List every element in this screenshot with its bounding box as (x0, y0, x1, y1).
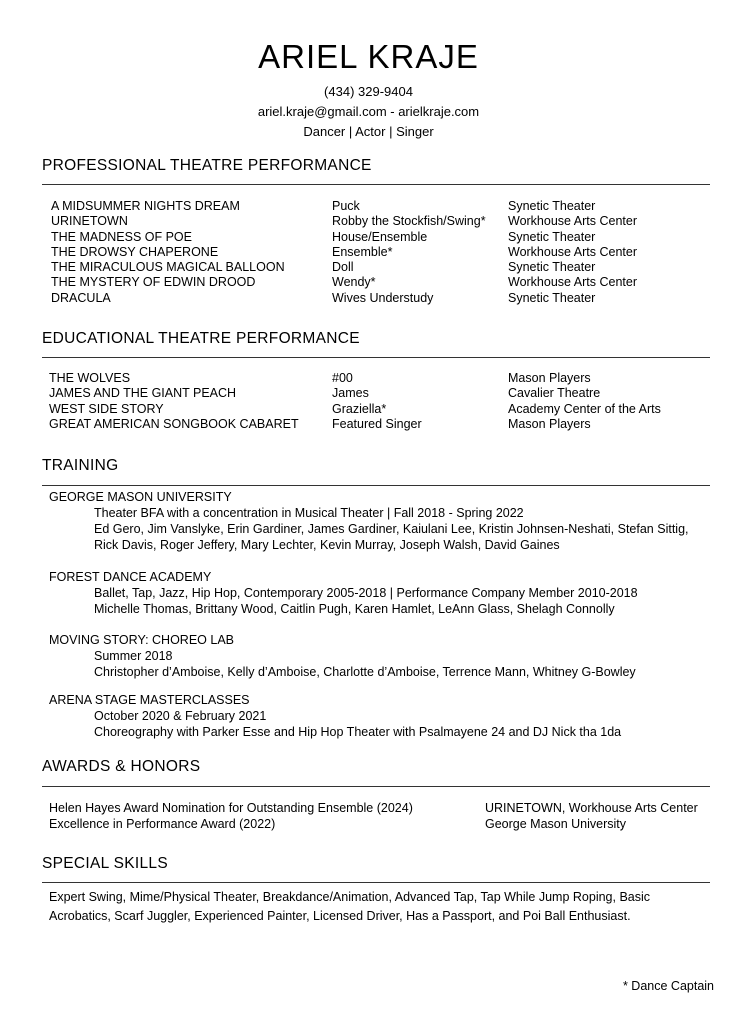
section-divider (42, 882, 710, 883)
training-item-gmu (49, 489, 717, 553)
credit-row (51, 230, 711, 245)
show-title: A MIDSUMMER NIGHTS DREAM (51, 199, 240, 213)
venue: Mason Players (508, 416, 591, 431)
credit-row (49, 371, 709, 386)
skills-line: Expert Swing, Mime/Physical Theater, Breakdance/Animation, Advanced Tap, Tap While Jump Roping, Basic (49, 890, 651, 904)
training-detail: Ballet, Tap, Jazz, Hip Hop, Contemporary 2005-2018 | Performance Company Member 2010-2018 (94, 586, 638, 600)
resume-name: ARIEL KRAJE (258, 38, 479, 75)
school-name: MOVING STORY: CHOREO LAB (49, 633, 234, 647)
show-title: WEST SIDE STORY (49, 401, 164, 416)
venue: Workhouse Arts Center (508, 244, 637, 259)
credit-row (51, 275, 711, 290)
role: Wendy* (332, 275, 376, 290)
venue: Academy Center of the Arts (508, 401, 661, 416)
show-title: URINETOWN (51, 214, 128, 229)
award-name: Excellence in Performance Award (2022) (49, 817, 276, 831)
credit-row (51, 199, 711, 214)
show-title: THE MADNESS OF POE (51, 229, 192, 244)
training-item-forest (49, 569, 717, 617)
training-instructors: Michelle Thomas, Brittany Wood, Caitlin Pugh, Karen Hamlet, LeAnn Glass, Shelagh Connolly (94, 602, 615, 616)
training-detail: Summer 2018 (94, 649, 173, 663)
training-instructors: Ed Gero, Jim Vanslyke, Erin Gardiner, James Gardiner, Kaiulani Lee, Kristin Johnsen-Neshati, Stefan Sittig, (94, 522, 689, 536)
educational-credits (49, 371, 709, 432)
professional-credits (51, 199, 711, 306)
award-row (49, 800, 717, 816)
award-detail: George Mason University (485, 817, 627, 831)
venue: Mason Players (508, 371, 591, 385)
school-name: FOREST DANCE ACADEMY (49, 570, 212, 584)
section-title-skills: SPECIAL SKILLS (42, 855, 168, 872)
venue: Workhouse Arts Center (508, 214, 637, 229)
phone-number: (434) 329-9404 (324, 84, 413, 99)
award-row (49, 816, 717, 832)
credit-row (51, 291, 711, 306)
dance-captain-footnote: * Dance Captain (622, 979, 714, 993)
skills-line: Acrobatics, Scarf Juggler, Experienced Painter, Licensed Driver, Has a Passport, and Poi Ball Enthusiast. (49, 908, 631, 923)
school-name: GEORGE MASON UNIVERSITY (49, 490, 232, 504)
contact-block (0, 82, 737, 142)
awards-list (49, 800, 717, 832)
credit-row (51, 214, 711, 229)
venue: Workhouse Arts Center (508, 275, 637, 290)
credit-row (49, 402, 709, 417)
role: #00 (332, 371, 353, 385)
venue: Synetic Theater (508, 229, 596, 244)
show-title: DRACULA (51, 290, 111, 305)
venue: Synetic Theater (508, 199, 596, 213)
venue: Cavalier Theatre (508, 386, 601, 401)
training-detail: October 2020 & February 2021 (94, 709, 267, 723)
role: James (332, 386, 369, 401)
training-item-choreo-lab (49, 632, 717, 680)
credit-row (49, 417, 709, 432)
section-divider (42, 184, 710, 185)
show-title: THE MYSTERY OF EDWIN DROOD (51, 275, 256, 290)
show-title: THE MIRACULOUS MAGICAL BALLOON (51, 260, 285, 275)
section-divider (42, 357, 710, 358)
venue: Synetic Theater (508, 260, 596, 275)
training-instructors: Rick Davis, Roger Jeffery, Mary Lechter, Kevin Murray, Joseph Walsh, David Gaines (94, 538, 560, 552)
role: Graziella* (332, 401, 387, 416)
role: Wives Understudy (332, 290, 434, 305)
role: Ensemble* (332, 244, 393, 259)
role: Featured Singer (332, 416, 422, 431)
venue: Synetic Theater (508, 290, 596, 305)
role: House/Ensemble (332, 229, 428, 244)
show-title: THE WOLVES (49, 371, 131, 385)
training-item-arena-stage (49, 692, 717, 740)
credit-row (51, 245, 711, 260)
section-divider (42, 786, 710, 787)
show-title: THE DROWSY CHAPERONE (51, 244, 219, 259)
role: Doll (332, 260, 354, 275)
award-name: Helen Hayes Award Nomination for Outstanding Ensemble (2024) (49, 801, 413, 815)
show-title: JAMES AND THE GIANT PEACH (49, 386, 237, 401)
credit-row (51, 260, 711, 275)
section-title-training: TRAINING (42, 457, 119, 474)
section-divider (42, 485, 710, 486)
school-name: ARENA STAGE MASTERCLASSES (49, 693, 250, 707)
section-title-educational: EDUCATIONAL THEATRE PERFORMANCE (42, 330, 360, 347)
role: Puck (332, 199, 360, 213)
email-website: ariel.kraje@gmail.com - arielkraje.com (257, 104, 480, 119)
role: Robby the Stockfish/Swing* (332, 214, 486, 229)
training-detail: Theater BFA with a concentration in Musical Theater | Fall 2018 - Spring 2022 (94, 506, 524, 520)
show-title: GREAT AMERICAN SONGBOOK CABARET (49, 416, 299, 431)
section-title-awards: AWARDS & HONORS (42, 758, 201, 775)
credit-row (49, 386, 709, 401)
award-detail: URINETOWN, Workhouse Arts Center (485, 801, 698, 815)
training-instructors: Christopher d’Amboise, Kelly d’Amboise, Charlotte d’Amboise, Terrence Mann, Whitney G-Bowley (94, 665, 636, 679)
training-instructors: Choreography with Parker Esse and Hip Hop Theater with Psalmayene 24 and DJ Nick tha 1da (94, 725, 622, 739)
roles-line: Dancer | Actor | Singer (303, 124, 434, 139)
section-title-professional: PROFESSIONAL THEATRE PERFORMANCE (42, 157, 372, 174)
skills-text (49, 888, 717, 925)
